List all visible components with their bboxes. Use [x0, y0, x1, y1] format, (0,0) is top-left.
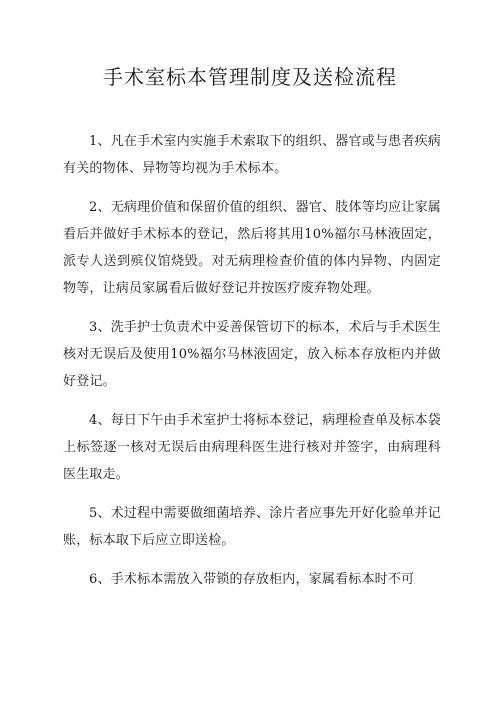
document-body	[63, 128, 441, 605]
paragraph-3: 3、洗手护士负责术中妥善保管切下的标本，术后与手术医生核对无误后及使用10%福尔马林液固定，放入标本存放柜内并做好登记。	[63, 320, 441, 389]
paragraph-4: 4、每日下午由手术室护士将标本登记，病理检查单及标本袋上标签逐一核对无误后由病理科医生进行核对并签字，由病理科医生取走。	[63, 413, 441, 482]
paragraph-5: 5、术过程中需要做细菌培养、涂片者应事先开好化验单并记账，标本取下后应立即送检。	[63, 506, 441, 548]
paragraph-6: 6、手术标本需放入带锁的存放柜内，家属看标本时不可	[89, 572, 415, 587]
paragraph-1: 1、凡在手术室内实施手术索取下的组织、器官或与患者疾病有关的物体、异物等均视为手术标本。	[63, 134, 441, 176]
document-title: 手术室标本管理制度及送检流程	[103, 65, 397, 89]
paragraph-2: 2、无病理价值和保留价值的组织、器官、肢体等均应让家属看后并做好手术标本的登记，然后将其用10%福尔马林液固定，派专人送到殡仪馆烧毁。对无病理检查价值的体内异物、内固定物等，让病员家属看后做好登记并按医疗废弃物处理。	[63, 200, 441, 296]
